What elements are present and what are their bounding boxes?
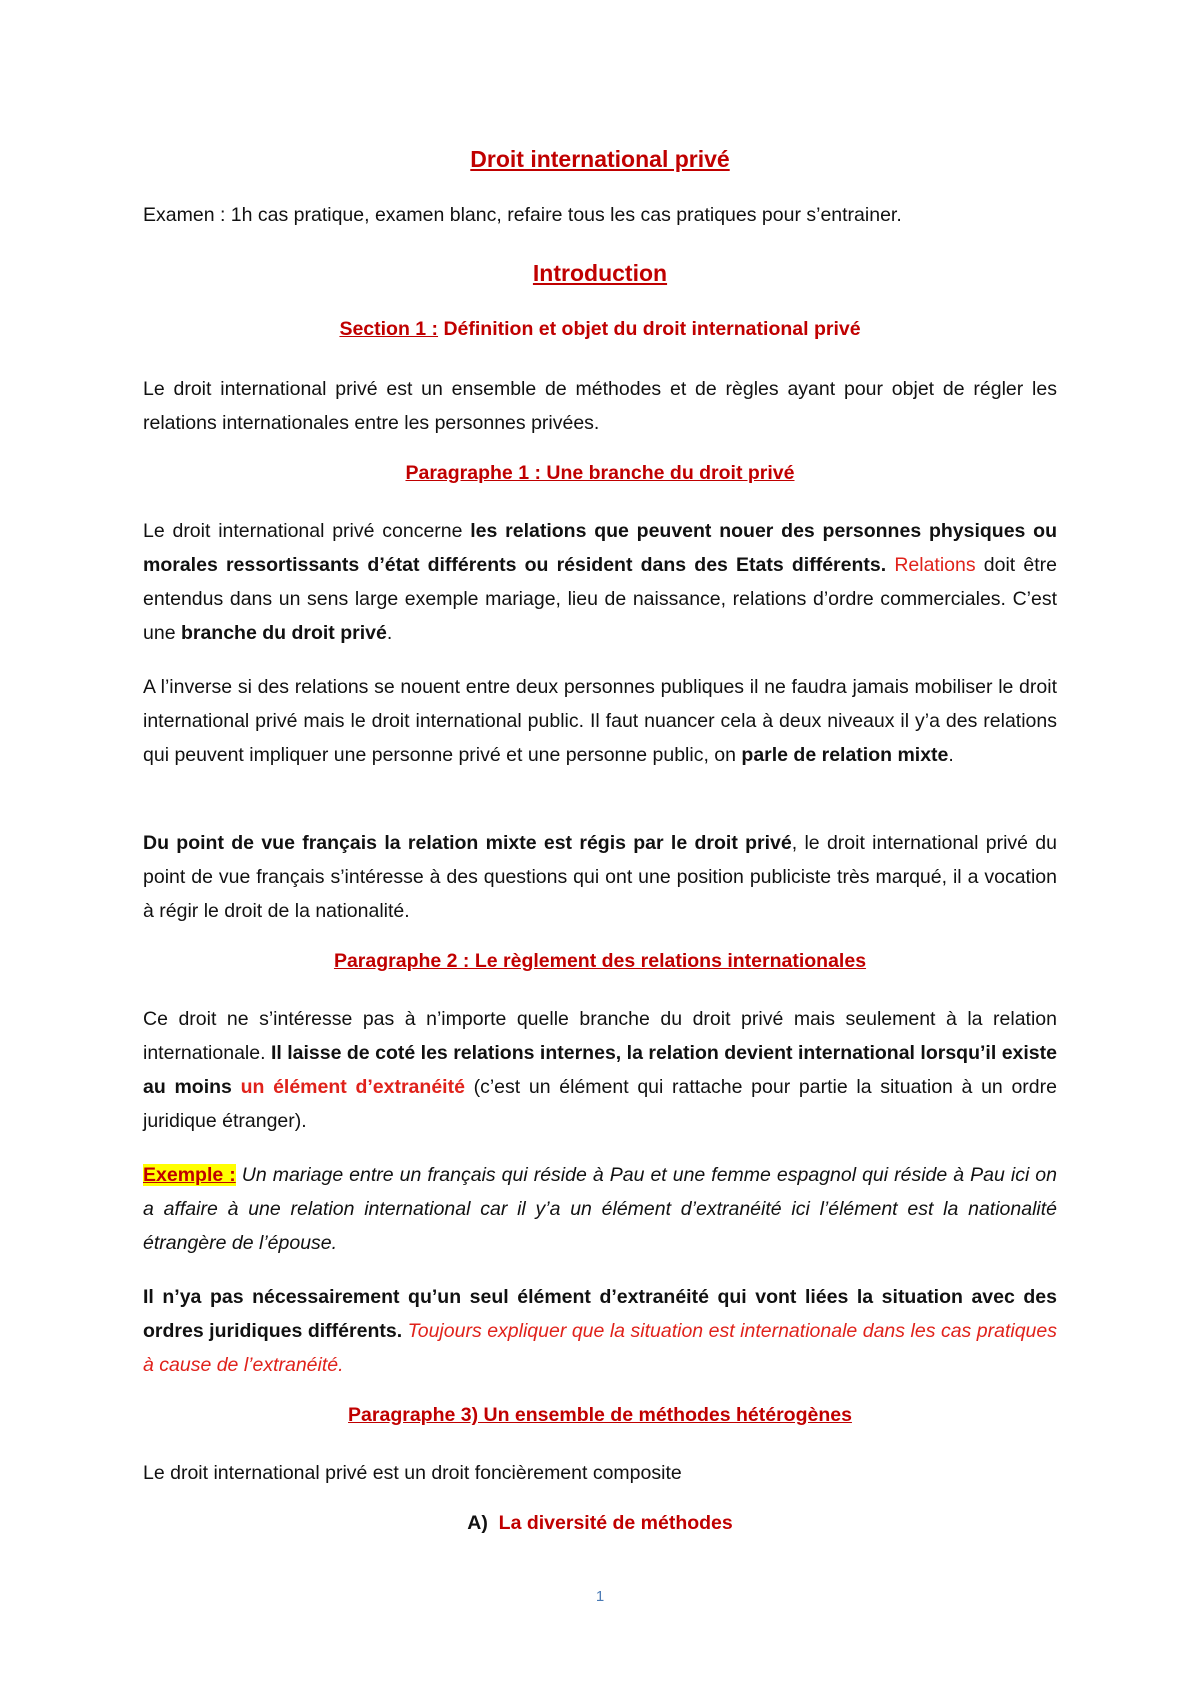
p5-text-c: Toujours expliquer que la situation est internationale dans les cas pratiques à cause de l’extranéité. <box>143 1320 1057 1376</box>
p1-text-a: Le droit international privé concerne <box>143 520 471 542</box>
p1-text-e: doit être entendus dans un sens large exemple mariage, lieu de naissance, relations d’ordre commerciales. C’est une <box>143 554 1057 644</box>
section1-label: Section 1 : <box>339 318 439 340</box>
p4-text-d: (c’est un élément qui rattache pour partie la situation à un ordre juridique étranger). <box>143 1076 1057 1132</box>
paragraph2-body <box>143 1002 1057 1138</box>
paragraph1-body-3 <box>143 826 1057 928</box>
p2-text-b: parle de relation mixte <box>741 744 949 766</box>
subsection-a-heading <box>0 1512 1200 1535</box>
subsection-a-letter: A) <box>467 1512 488 1534</box>
section1-text: Définition et objet du droit international privé <box>438 318 861 340</box>
paragraph3-body: Le droit international privé est un droit foncièrement composite <box>143 1462 682 1484</box>
example-label: Exemple : <box>143 1164 236 1186</box>
paragraph2-body-2 <box>143 1280 1057 1382</box>
p4-extraneite: un élément d’extranéité <box>240 1076 465 1098</box>
p4-text-a: Ce droit ne s’intéresse pas à n’importe quelle branche du droit privé mais seulement à la relation internationale. <box>143 1008 1057 1064</box>
subsection-a-text: La diversité de méthodes <box>498 1512 733 1534</box>
example-text: Un mariage entre un français qui réside à Pau et une femme espagnol qui réside à Pau ici on a affaire à une relation international car il y’a un élément d’extranéité ici l’élément est la nationalité étrangère de l’épouse. <box>143 1164 1057 1254</box>
paragraph3-heading: Paragraphe 3) Un ensemble de méthodes hétérogènes <box>348 1404 852 1426</box>
p1-text-b: les relations que peuvent nouer des personnes physiques ou morales ressortissants d’état différents ou résident dans des Etats différents. <box>143 520 1057 576</box>
p3-text-b: , le droit international privé du point de vue français s’intéresse à des questions qui ont une position publiciste très marqué, il a vocation à régir le droit de la nationalité. <box>143 832 1057 922</box>
paragraph1-body-2 <box>143 670 1057 772</box>
p3-text-a: Du point de vue français la relation mixte est régis par le droit privé <box>143 832 792 854</box>
example-paragraph <box>143 1158 1057 1260</box>
p1-text-f: branche du droit privé <box>180 622 387 644</box>
p4-text-b: Il laisse de coté les relations internes, la relation devient international lorsqu’il existe au moins <box>143 1042 1057 1098</box>
exam-note: Examen : 1h cas pratique, examen blanc, refaire tous les cas pratiques pour s’entrainer. <box>143 204 902 226</box>
introduction-heading: Introduction <box>532 260 668 286</box>
page-number: 1 <box>595 1588 605 1605</box>
paragraph1-heading: Paragraphe 1 : Une branche du droit privé <box>405 462 795 484</box>
p2-text-c: . <box>948 744 954 766</box>
document-title: Droit international privé <box>470 146 730 172</box>
p1-relations-word: Relations <box>894 554 976 576</box>
p1-text-g: . <box>386 622 393 644</box>
definition-paragraph: Le droit international privé est un ensemble de méthodes et de règles ayant pour objet de régler les relations internationales entre les personnes privées. <box>143 378 1057 434</box>
p5-text-a: Il n’ya pas nécessairement qu’un seul élément d’extranéité qui vont liées la situation avec des ordres juridiques différents. <box>143 1286 1057 1342</box>
paragraph2-heading: Paragraphe 2 : Le règlement des relations internationales <box>333 950 867 972</box>
section1-heading <box>0 318 1200 341</box>
paragraph1-body <box>143 514 1057 650</box>
p2-text-a: A l’inverse si des relations se nouent entre deux personnes publiques il ne faudra jamais mobiliser le droit international privé mais le droit international public. Il faut nuancer cela à deux niveaux il y’a des relations qui peuvent impliquer une personne privé et une personne public, on <box>143 676 1057 766</box>
